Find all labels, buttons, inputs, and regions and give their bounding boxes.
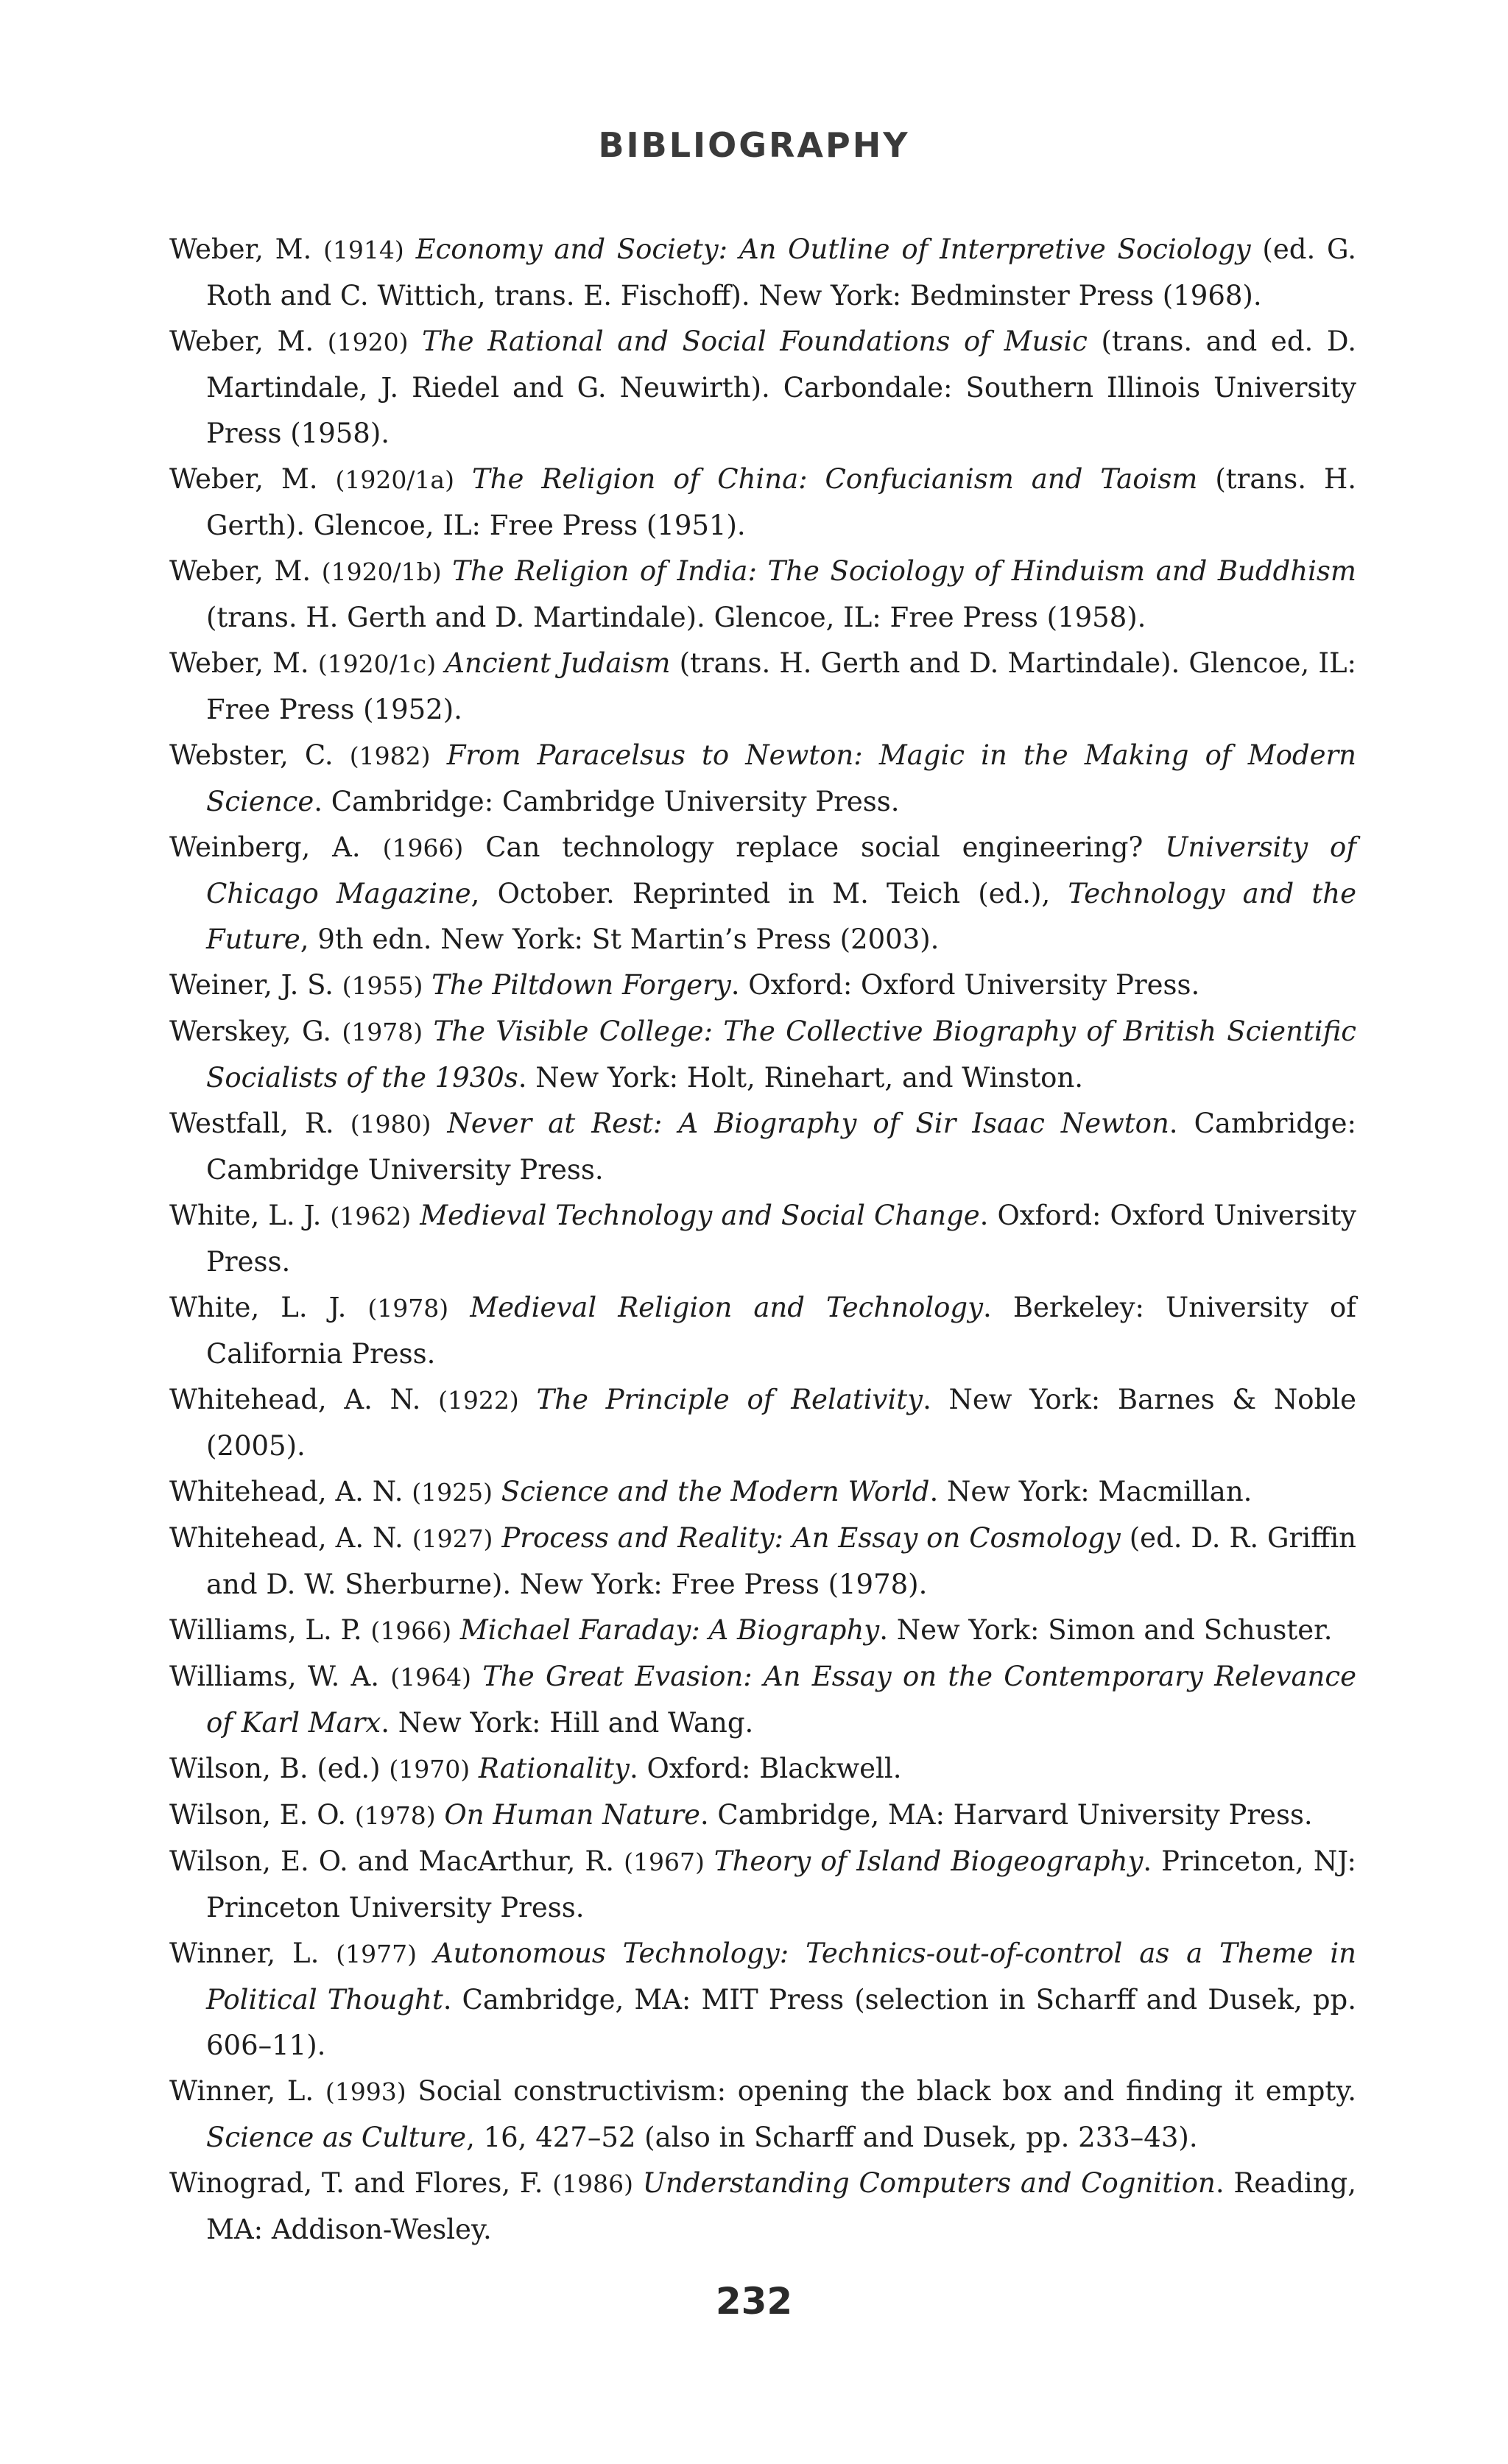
entry-author: Wilson, B. (ed.): [169, 1753, 381, 1784]
entry-title: Science as Culture: [206, 2122, 467, 2153]
entry-year: (1966): [382, 834, 464, 862]
bibliography-entry: [169, 1377, 1356, 1469]
bibliography-entry: [169, 1792, 1356, 1839]
entry-publication: . Oxford: Oxford University Press.: [730, 969, 1200, 1001]
entry-year: (1914): [323, 236, 404, 264]
bibliography-entry: [169, 1654, 1356, 1746]
bibliography-entry: [169, 1193, 1356, 1285]
entry-author: Williams, L. P.: [169, 1614, 362, 1646]
bibliography-entry: [169, 1516, 1356, 1608]
entry-author: Whitehead, A. N.: [169, 1476, 404, 1507]
entry-author: Wilson, E. O. and MacArthur, R.: [169, 1845, 615, 1877]
entry-publication: (trans. H. Gerth). Glencoe, IL: Free Press (1951).: [206, 463, 1356, 541]
entry-publication: . Cambridge, MA: MIT Press (selection in Scharff and Dusek, pp. 606–11).: [206, 1984, 1356, 2061]
bibliography-entry: [169, 1608, 1356, 1654]
entry-title: The Rational and Social Foundations of Music: [422, 325, 1088, 357]
entry-author: Wilson, E. O.: [169, 1799, 347, 1831]
entry-author: White, L. J.: [169, 1200, 322, 1231]
entry-year: (1964): [390, 1663, 471, 1692]
entry-publication: . Cambridge: Cambridge University Press.: [314, 786, 900, 817]
entry-title: Ancient Judaism: [445, 647, 671, 679]
entry-author: Whitehead, A. N.: [169, 1384, 421, 1415]
entry-title: Never at Rest: A Biography of Sir Isaac Newton: [447, 1108, 1169, 1139]
entry-author: Weber, M.: [169, 555, 311, 587]
entry-year: (1966): [370, 1616, 452, 1645]
entry-author: Winner, L.: [169, 2075, 314, 2107]
entry-title: Theory of Island Biogeography: [714, 1845, 1144, 1877]
entry-title: The Religion of China: Confucianism and Taoism: [471, 463, 1198, 495]
entry-title: Michael Faraday: A Biography: [459, 1614, 880, 1646]
bibliography-entry: [169, 1469, 1356, 1516]
entry-title: The Great Evasion: An Essay on the Contemporary Relevance of Karl Marx: [206, 1661, 1356, 1739]
entry-year: (1993): [325, 2077, 406, 2106]
entry-publication: (trans. H. Gerth and D. Martindale). Glencoe, IL: Free Press (1958).: [206, 602, 1146, 633]
entry-title: Science and the Modern World: [501, 1476, 930, 1507]
bibliography-entry: [169, 1285, 1356, 1377]
entry-title: On Human Nature: [444, 1799, 700, 1831]
entry-publication: (ed. D. R. Griffin and D. W. Sherburne). New York: Free Press (1978).: [206, 1522, 1357, 1600]
entry-publication: . Berkeley: University of California Press.: [206, 1292, 1356, 1370]
entry-title: The Religion of India: The Sociology of Hinduism and Buddhism: [452, 555, 1357, 587]
bibliography-entry: [169, 641, 1356, 733]
entry-publication: . New York: Simon and Schuster.: [879, 1614, 1333, 1646]
page-number: 232: [715, 2280, 793, 2323]
entry-year: (1986): [552, 2169, 633, 2198]
entry-publication: . Reading, MA: Addison-Wesley.: [206, 2167, 1356, 2245]
entry-author: White, L. J.: [169, 1292, 347, 1323]
entry-year: (1927): [412, 1524, 493, 1553]
entry-publication: . New York: Holt, Rinehart, and Winston.: [518, 1062, 1084, 1094]
entry-title: Understanding Computers and Cognition: [642, 2167, 1216, 2199]
entry-title: Autonomous Technology: Technics-out-of-control as a Theme in Political Thought: [206, 1937, 1356, 2016]
entry-year: (1980): [350, 1110, 431, 1138]
bibliography-entry: [169, 319, 1356, 457]
entry-publication: (trans. H. Gerth and D. Martindale). Glencoe, IL: Free Press (1952).: [206, 647, 1356, 725]
entry-title: Technology and the Future: [206, 878, 1357, 955]
entry-author: Weber, M.: [169, 233, 312, 265]
entry-publication: . New York: Hill and Wang.: [381, 1707, 754, 1739]
entry-year: (1978): [367, 1294, 449, 1323]
entry-author: Winner, L.: [169, 1937, 320, 1969]
entry-title: Process and Reality: An Essay on Cosmology: [501, 1522, 1121, 1554]
entry-year: (1962): [330, 1202, 412, 1231]
entry-title: The Visible College: The Collective Biography of British Scientific Socialists of the 1930s: [206, 1015, 1356, 1094]
entry-author: Whitehead, A. N.: [169, 1522, 404, 1554]
entry-year: (1977): [336, 1940, 417, 1968]
bibliography-entry: [169, 2161, 1356, 2253]
bibliography-entry: [169, 1009, 1356, 1101]
entry-year: (1920/1a): [335, 465, 454, 494]
entry-publication: . Cambridge: Cambridge University Press.: [206, 1108, 1356, 1186]
entry-article-title: Can technology replace social engineering?: [463, 831, 1166, 863]
entry-title: The Principle of Relativity: [536, 1384, 923, 1415]
entry-year: (1925): [412, 1478, 493, 1507]
entry-title: The Piltdown Forgery: [431, 969, 731, 1001]
bibliography-entry: [169, 1931, 1356, 2069]
bibliography-entry: [169, 1839, 1356, 1931]
entry-year: (1955): [342, 971, 423, 1000]
entry-author: Weber, M.: [169, 463, 318, 495]
entry-year: (1978): [342, 1018, 423, 1046]
entry-title: Medieval Technology and Social Change: [420, 1200, 980, 1231]
entry-publication: . Cambridge, MA: Harvard University Press.: [700, 1799, 1313, 1831]
entry-year: (1967): [624, 1848, 705, 1876]
entry-title: Medieval Religion and Technology: [470, 1292, 984, 1323]
bibliography-entry: [169, 1101, 1356, 1193]
entry-publication: . New York: Barnes & Noble (2005).: [206, 1384, 1356, 1462]
entry-publication: (trans. and ed. D. Martindale, J. Riedel and G. Neuwirth). Carbondale: Southern Illinois University Press (1958).: [206, 325, 1357, 449]
entry-publication: (ed. G. Roth and C. Wittich, trans. E. Fischoff). New York: Bedminster Press (1968).: [206, 233, 1356, 311]
bibliography-entry: [169, 733, 1356, 825]
bibliography-entry: [169, 549, 1356, 641]
entry-article-title: Social constructivism: opening the black box and finding it empty.: [406, 2075, 1356, 2107]
entry-author: Weiner, J. S.: [169, 969, 334, 1001]
bibliography-entry: [169, 227, 1356, 319]
entry-publication: . Oxford: Oxford University Press.: [206, 1200, 1357, 1278]
entry-year: (1922): [438, 1386, 519, 1415]
bibliography-entry: [169, 1746, 1356, 1792]
entry-year: (1978): [354, 1801, 436, 1830]
entry-text: , October. Reprinted in M. Teich (ed.),: [471, 878, 1068, 909]
entry-author: Weinberg, A.: [169, 831, 361, 863]
entry-author: Werskey, G.: [169, 1015, 332, 1047]
bibliography-entry: [169, 962, 1356, 1009]
entry-author: Weber, M.: [169, 647, 309, 679]
entry-year: (1920/1c): [317, 650, 437, 678]
entry-title: From Paracelsus to Newton: Magic in the Making of Modern Science: [206, 739, 1356, 817]
entry-publication: , 16, 427–52 (also in Scharff and Dusek, pp. 233–43).: [466, 2122, 1198, 2153]
entry-publication: . Oxford: Blackwell.: [629, 1753, 902, 1784]
entry-publication: . New York: Macmillan.: [929, 1476, 1252, 1507]
entry-author: Westfall, R.: [169, 1108, 334, 1139]
bibliography-list: [169, 227, 1356, 2253]
entry-title: Economy and Society: An Outline of Interpretive Sociology: [415, 233, 1251, 265]
entry-author: Weber, M.: [169, 325, 314, 357]
entry-year: (1920/1b): [321, 557, 442, 586]
entry-title: Rationality: [478, 1753, 630, 1784]
entry-author: Webster, C.: [169, 739, 334, 771]
entry-author: Williams, W. A.: [169, 1661, 379, 1692]
bibliography-entry: [169, 2069, 1356, 2161]
bibliography-entry: [169, 825, 1356, 962]
entry-year: (1970): [389, 1755, 471, 1784]
entry-publication: . Princeton, NJ: Princeton University Press.: [206, 1845, 1357, 1923]
entry-author: Winograd, T. and Flores, F.: [169, 2167, 543, 2199]
bibliography-entry: [169, 457, 1356, 549]
running-head: BIBLIOGRAPHY: [598, 125, 910, 165]
entry-publication: , 9th edn. New York: St Martin’s Press (2003).: [300, 923, 940, 955]
entry-title: University of Chicago Magazine: [206, 831, 1357, 909]
entry-year: (1982): [349, 742, 431, 770]
entry-year: (1920): [327, 328, 409, 356]
